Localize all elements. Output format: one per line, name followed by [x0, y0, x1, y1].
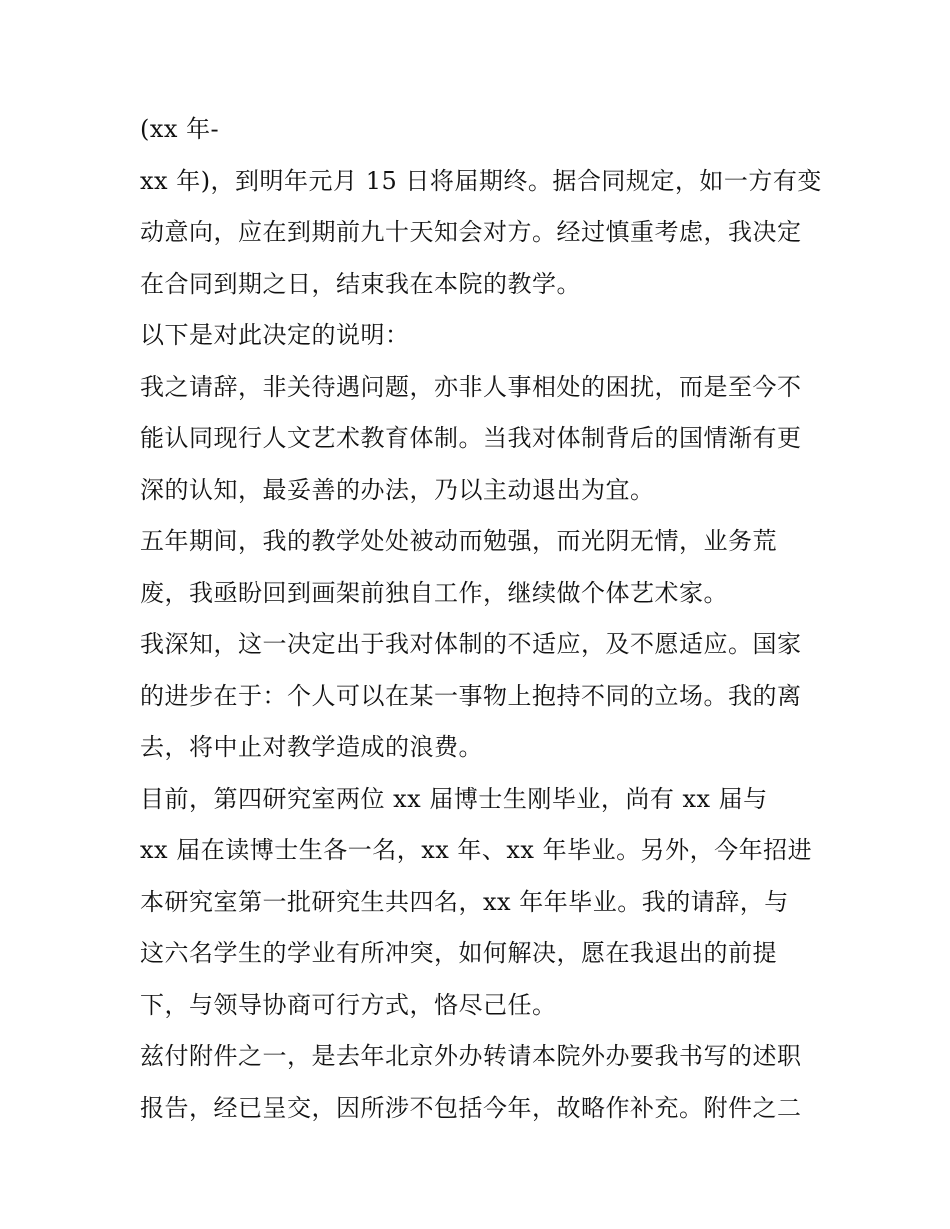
text-line-14: 目前，第四研究室两位 xx 届博士生刚毕业，尚有 xx 届与 [140, 784, 768, 813]
text-line-20: 报告，经已呈交，因所涉不包括今年，故略作补充。附件之二 [140, 1093, 802, 1122]
text-line-1: (xx 年- [140, 115, 220, 143]
body-text [140, 104, 830, 1134]
text-line-13: 去，将中止对教学造成的浪费。 [140, 733, 483, 761]
text-line-16: 本研究室第一批研究生共四名，xx 年年毕业。我的请辞，与 [140, 887, 789, 916]
text-line-17: 这六名学生的学业有所冲突，如何解决，愿在我退出的前提 [140, 939, 777, 967]
text-line-5: 以下是对此决定的说明： [140, 321, 410, 349]
text-line-8: 深的认知，最妥善的办法，乃以主动退出为宜。 [140, 475, 655, 504]
text-line-7: 能认同现行人文艺术教育体制。当我对体制背后的国情渐有更 [140, 424, 802, 452]
text-line-12: 的进步在于：个人可以在某一事物上抱持不同的立场。我的离 [140, 681, 802, 710]
text-line-6: 我之请辞，非关待遇问题，亦非人事相处的困扰，而是至今不 [140, 372, 802, 401]
text-line-19: 兹付附件之一，是去年北京外办转请本院外办要我书写的述职 [140, 1042, 802, 1070]
text-line-11: 我深知，这一决定出于我对体制的不适应，及不愿适应。国家 [140, 630, 802, 658]
text-line-18: 下，与领导协商可行方式，恪尽己任。 [140, 990, 557, 1019]
text-line-2: xx 年)，到明年元月 15 日将届期终。据合同规定，如一方有变 [140, 166, 822, 195]
text-line-4: 在合同到期之日，结束我在本院的教学。 [140, 269, 581, 298]
text-line-15: xx 届在读博士生各一名，xx 年、xx 年毕业。另外，今年招进 [140, 836, 813, 864]
text-line-10: 废，我亟盼回到画架前独自工作，继续做个体艺术家。 [140, 578, 728, 607]
text-line-3: 动意向，应在到期前九十天知会对方。经过慎重考虑，我决定 [140, 218, 802, 246]
text-line-9: 五年期间，我的教学处处被动而勉强，而光阴无情，业务荒 [140, 527, 777, 555]
